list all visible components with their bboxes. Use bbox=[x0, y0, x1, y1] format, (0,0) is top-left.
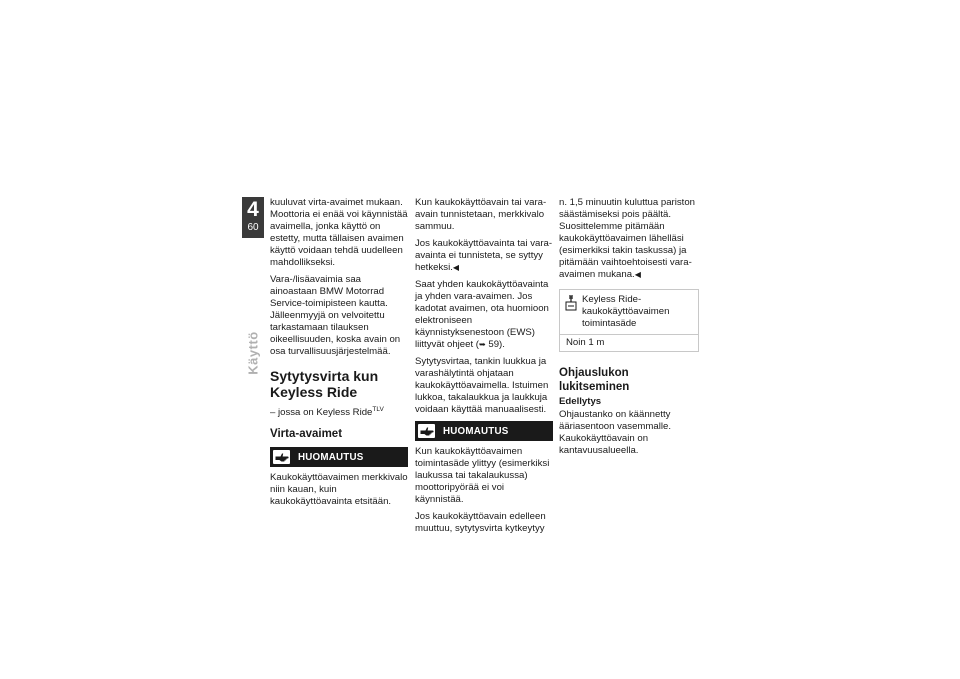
paragraph: Vara-/lisäavaimia saa ainoastaan BMW Motorrad Service-toimipisteen kautta. Jälleenmyyjä on velvoitettu tarkastamaan tilauksen oikeellisuuden, koska avain on osa turvallisuusjärjestelmää. bbox=[270, 274, 401, 357]
wrench-spanner-icon bbox=[564, 295, 582, 330]
paragraph bbox=[559, 197, 697, 281]
model-variant-code: TLV bbox=[372, 406, 384, 413]
paragraph: Kaukokäyttöavaimen merkkivalo niin kauan, kuin kaukokäyttöavainta etsitään. bbox=[270, 472, 408, 508]
end-mark-icon: ◀ bbox=[634, 270, 641, 279]
spec-table-header bbox=[560, 290, 698, 335]
paragraph: Jos kaukokäyttöavain edelleen muuttuu, sytytysvirta kytkeytyy bbox=[415, 511, 546, 534]
column-2 bbox=[415, 197, 553, 540]
chapter-side-label-text: Käyttö bbox=[245, 331, 261, 375]
spec-table bbox=[559, 289, 699, 352]
chapter-number: 4 bbox=[247, 198, 259, 221]
spec-title: Keyless Ride-kaukokäyttöavaimen toimintasäde bbox=[582, 294, 670, 329]
paragraph bbox=[415, 279, 553, 351]
page-reference: 59). bbox=[485, 339, 505, 350]
paragraph bbox=[415, 238, 553, 274]
page-number: 60 bbox=[247, 222, 259, 233]
subsection-heading: Edellytys bbox=[559, 396, 602, 407]
chapter-side-label bbox=[244, 318, 262, 388]
column-1 bbox=[270, 197, 408, 513]
chapter-tab bbox=[242, 197, 264, 238]
spec-value-row bbox=[560, 335, 698, 351]
notice-label: HUOMAUTUS bbox=[443, 425, 509, 437]
notice-banner bbox=[270, 447, 408, 467]
model-variant-text: – jossa on Keyless Ride bbox=[270, 407, 373, 419]
paragraph-text: Jos kaukokäyttöavainta tai vara-avainta ei tunnisteta, se syttyy hetkeksi. bbox=[415, 238, 553, 273]
paragraph: Ohjaustanko on käännetty ääriasentoon vasemmalle. Kaukokäyttöavain on kantavuusalueella. bbox=[559, 409, 671, 456]
paragraph: Sytytysvirtaa, tankin luukkua ja varashälytintä ohjataan kaukokäyttöavaimella. Istuimen lukkoa, takalaukkua ja laukkuja voidaan käyttää manuaalisesti. bbox=[415, 356, 549, 415]
section-heading: Ohjauslukon lukitseminen bbox=[559, 367, 630, 393]
model-variant-line bbox=[270, 404, 408, 419]
hand-pointer-icon bbox=[418, 424, 435, 438]
notice-label: HUOMAUTUS bbox=[298, 451, 364, 463]
paragraph-text: Saat yhden kaukokäyttöavainta ja yhden vara-avaimen. Jos kadotat avaimen, ota huomioon elektroniseen käynnistyksenestoon (EWS) liittyvät ohjeet ( bbox=[415, 279, 549, 350]
spec-value: Noin 1 m bbox=[566, 337, 605, 348]
paragraph-text: n. 1,5 minuutin kuluttua pariston säästämiseksi pois päältä. Suosittelemme pitämään kaukokäyttöavaimen lähelläsi (esimerkiksi takin taskussa) ja pitämään vaihtoehtoisesti vara-avaimen mukana. bbox=[559, 197, 695, 280]
section-heading: Sytytysvirta kun Keyless Ride bbox=[270, 368, 379, 400]
page-reference-arrow-icon: ➥ bbox=[479, 340, 486, 349]
paragraph: Kun kaukokäyttöavain tai vara-avain tunnistetaan, merkkivalo sammuu. bbox=[415, 197, 547, 232]
paragraph: kuuluvat virta-avaimet mukaan. Moottoria ei enää voi käynnistää avaimella, jonka käyttö on estetty, mutta tällaisen avaimen käyttö voidaan tehdä uudelleen mahdollikseksi. bbox=[270, 197, 408, 268]
notice-banner bbox=[415, 421, 553, 441]
column-3 bbox=[559, 197, 697, 462]
hand-pointer-icon bbox=[273, 450, 290, 464]
end-mark-icon: ◀ bbox=[452, 263, 460, 272]
subsection-heading: Virta-avaimet bbox=[270, 428, 343, 441]
paragraph: Kun kaukokäyttöavaimen toimintasäde ylittyy (esimerkiksi laukussa tai takalaukussa) moottoripyörää ei voi käynnistää. bbox=[415, 446, 550, 505]
